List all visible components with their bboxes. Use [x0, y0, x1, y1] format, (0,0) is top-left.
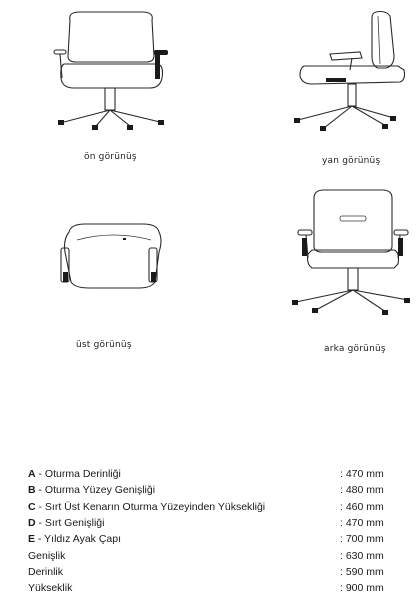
- spec-value: : 480 mm: [340, 484, 384, 497]
- spec-label: - Sırt Üst Kenarın Oturma Yüzeyinden Yüksekliği: [35, 500, 266, 513]
- top-view-drawing: [55, 222, 170, 290]
- spec-letter: A: [28, 468, 36, 481]
- spec-letter: B: [28, 484, 36, 497]
- spec-row-d: [28, 515, 398, 531]
- spec-value: : 590 mm: [340, 565, 384, 578]
- dimension-spec-table: [28, 466, 398, 596]
- spec-label: - Yıldız Ayak Çapı: [35, 533, 122, 546]
- spec-row-e: [28, 531, 398, 547]
- front-view-caption: ön görünüş: [84, 152, 137, 162]
- side-view-caption: yan görünüş: [322, 156, 381, 166]
- spec-row-c: [28, 499, 398, 515]
- spec-row-b: [28, 482, 398, 498]
- spec-letter: C: [28, 500, 36, 513]
- spec-value: : 700 mm: [340, 533, 384, 546]
- spec-letter: E: [28, 533, 36, 546]
- spec-label: Derinlik: [28, 565, 64, 578]
- spec-value: : 470 mm: [340, 517, 384, 530]
- spec-label: - Oturma Derinliği: [35, 468, 121, 481]
- spec-row-depth: [28, 564, 398, 580]
- spec-label: - Oturma Yüzey Genişliği: [35, 484, 156, 497]
- top-view-caption: üst görünüş: [76, 340, 132, 350]
- spec-value: : 470 mm: [340, 468, 384, 481]
- spec-value: : 630 mm: [340, 549, 384, 562]
- spec-row-width: [28, 547, 398, 563]
- front-view-drawing: [50, 8, 175, 133]
- spec-value: : 900 mm: [340, 582, 384, 595]
- spec-value: : 460 mm: [340, 500, 384, 513]
- spec-label: Yükseklik: [28, 582, 73, 595]
- spec-letter: D: [28, 517, 36, 530]
- back-view-caption: arka görünüş: [324, 344, 386, 354]
- spec-label: Genişlik: [28, 549, 66, 562]
- spec-row-a: [28, 466, 398, 482]
- side-view-drawing: [290, 8, 415, 133]
- back-view-drawing: [290, 188, 415, 318]
- spec-row-height: [28, 580, 398, 596]
- spec-label: - Sırt Genişliği: [35, 517, 105, 530]
